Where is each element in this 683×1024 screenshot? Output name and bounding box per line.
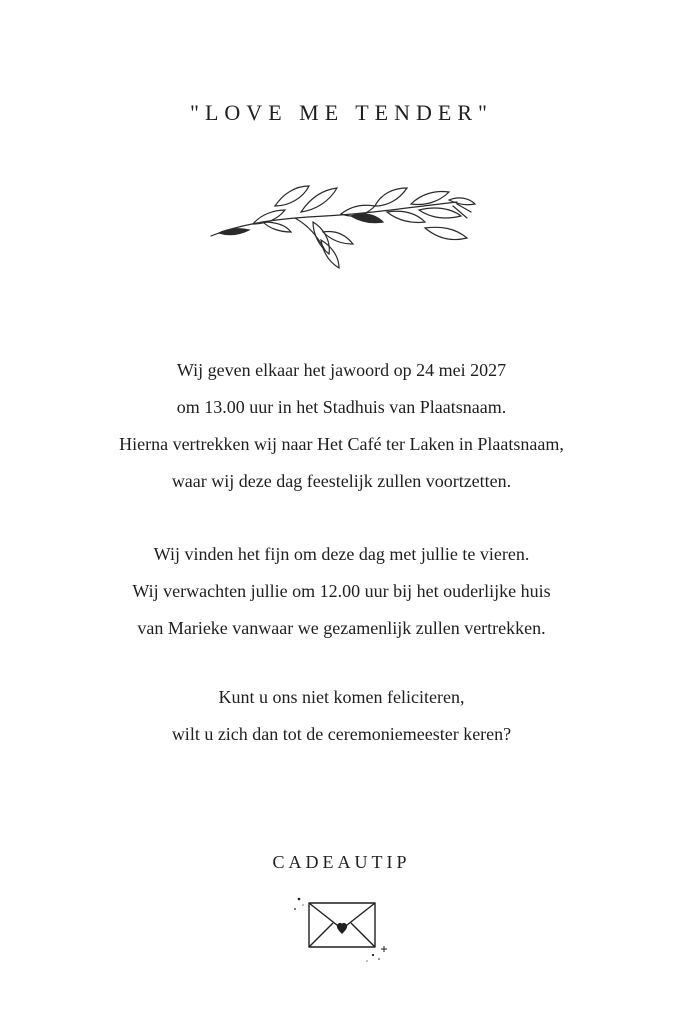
ceremony-line: Wij geven elkaar het jawoord op 24 mei 2027 — [176, 360, 507, 380]
gathering-line: van Marieke vanwaar we gezamenlijk zullen vertrekken. — [137, 618, 546, 638]
ceremony-line: waar wij deze dag feestelijk zullen voortzetten. — [171, 471, 512, 491]
ceremony-line: Hierna vertrekken wij naar Het Café ter Laken in Plaatsnaam, — [119, 434, 564, 454]
congratulations-line: wilt u zich dan tot de ceremoniemeester keren? — [171, 724, 512, 744]
congratulations-paragraph — [0, 679, 683, 753]
gathering-line: Wij verwachten jullie om 12.00 uur bij het ouderlijke huis — [132, 581, 551, 601]
gift-tip-heading: CADEAUTIP — [272, 852, 411, 872]
leaf-branch-icon — [205, 178, 481, 278]
gathering-line: Wij vinden het fijn om deze dag met jullie te vieren. — [153, 544, 530, 564]
ceremony-paragraph — [0, 352, 683, 500]
congratulations-line: Kunt u ons niet komen feliciteren, — [218, 687, 465, 707]
ceremony-line: om 13.00 uur in het Stadhuis van Plaatsnaam. — [176, 397, 507, 417]
gathering-paragraph — [0, 536, 683, 647]
envelope-icon — [289, 893, 393, 963]
invitation-title: "LOVE ME TENDER" — [190, 100, 493, 125]
